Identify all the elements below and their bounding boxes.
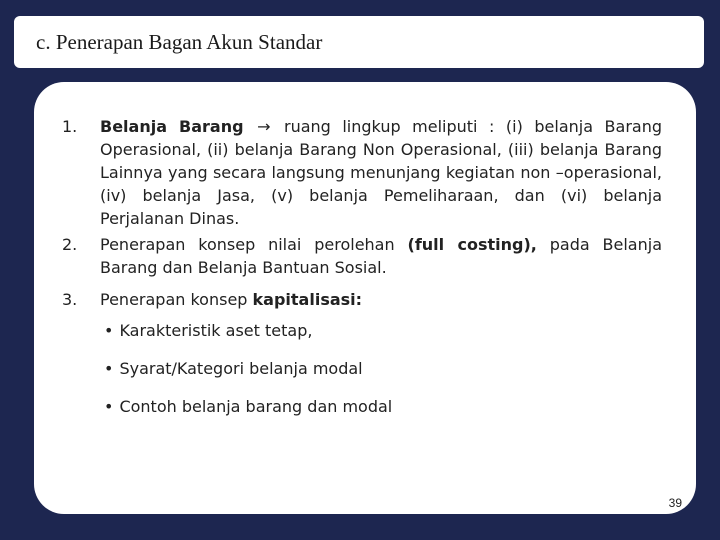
bullet-icon: • <box>104 359 114 378</box>
item-body <box>100 233 662 279</box>
item-text-after: pada Belanja Barang dan Belanja Bantuan Sosial. <box>100 235 663 277</box>
bullet-item <box>104 395 392 418</box>
bullet-list <box>104 319 392 433</box>
item-bold-lead: Belanja Barang <box>100 117 244 136</box>
bullet-icon: • <box>104 321 114 340</box>
item-bold-part: (full costing), <box>407 235 537 254</box>
bullet-text: Syarat/Kategori belanja modal <box>119 359 363 378</box>
item-number: 2. <box>62 235 78 254</box>
content-panel <box>34 82 696 514</box>
item-body <box>100 115 662 230</box>
item-text-before: Penerapan konsep nilai perolehan <box>100 235 395 254</box>
right-arrow-icon: → <box>257 117 271 136</box>
list-item-1 <box>62 115 662 230</box>
list-item-2 <box>62 233 662 279</box>
slide-title-bar <box>14 16 704 68</box>
page-number: 39 <box>668 496 682 510</box>
item-number: 3. <box>62 290 78 309</box>
item-text: ruang lingkup meliputi : (i) belanja Barang Operasional, (ii) belanja Barang Non Operasional, (iii) belanja Barang Lainnya yang secara langsung menunjang kegiatan non –operasional, (iv) belanja Jasa, (v) belanja Pemeliharaan, dan (vi) belanja Perjalanan Dinas. <box>100 117 663 228</box>
bullet-icon: • <box>104 397 114 416</box>
bullet-item <box>104 319 392 342</box>
item-body <box>100 288 662 311</box>
item-number: 1. <box>62 117 78 136</box>
slide-title: c. Penerapan Bagan Akun Standar <box>36 30 323 54</box>
bullet-text: Karakteristik aset tetap, <box>119 321 313 340</box>
bullet-text: Contoh belanja barang dan modal <box>119 397 393 416</box>
list-item-3 <box>62 288 662 311</box>
item-bold-part: kapitalisasi: <box>252 290 363 309</box>
item-text-before: Penerapan konsep <box>100 290 248 309</box>
bullet-item <box>104 357 392 380</box>
